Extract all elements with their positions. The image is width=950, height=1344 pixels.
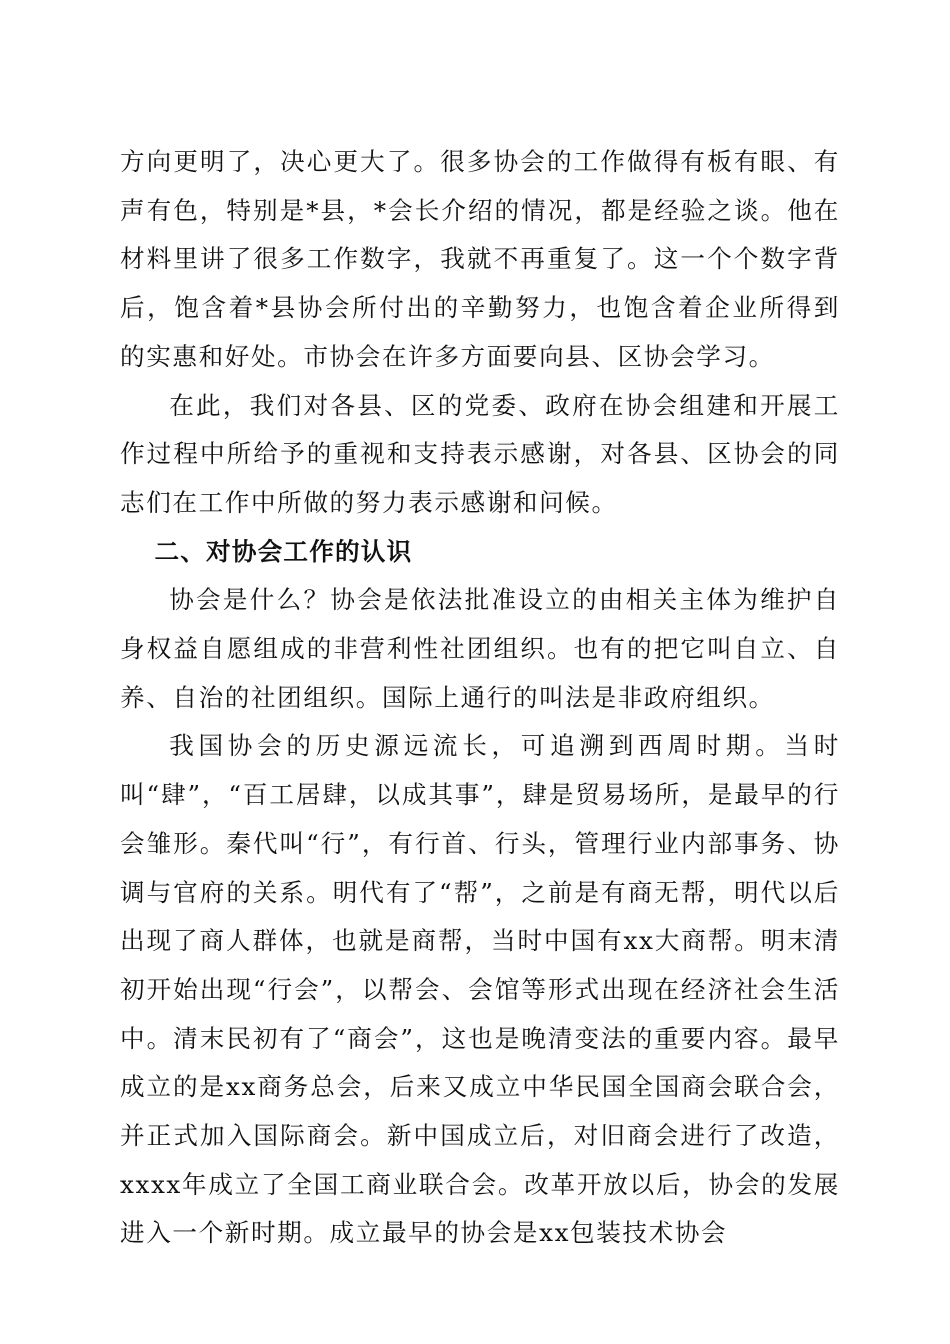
body-paragraph-1: 方向更明了，决心更大了。很多协会的工作做得有板有眼、有声有色，特别是*县，*会长介绍的情况，都是经验之谈。他在材料里讲了很多工作数字，我就不再重复了。这一个个数字背后，饱含着*县协会所付出的辛勤努力，也饱含着企业所得到的实惠和好处。市协会在许多方面要向县、区协会学习。 xyxy=(120,147,840,371)
body-paragraph-4: 我国协会的历史源远流长，可追溯到西周时期。当时叫“肆”，“百工居肆，以成其事”，肆是贸易场所，是最早的行会雏形。秦代叫“行”，有行首、行头，管理行业内部事务、协调与官府的关系。明代有了“帮”，之前是有商无帮，明代以后出现了商人群体，也就是商帮，当时中国有xx大商帮。明末清初开始出现“行会”，以帮会、会馆等形式出现在经济社会生活中。清末民初有了“商会”，这也是晚清变法的重要内容。最早成立的是xx商务总会，后来又成立中华民国全国商会联合会，并正式加入国际商会。新中国成立后，对旧商会进行了改造，xxxx年成立了全国工商业联合会。改革开放以后，协会的发展进入一个新时期。成立最早的协会是xx包装技术协会 xyxy=(120,731,840,1248)
body-paragraph-2: 在此，我们对各县、区的党委、政府在协会组建和开展工作过程中所给予的重视和支持表示感谢，对各县、区协会的同志们在工作中所做的努力表示感谢和问候。 xyxy=(120,390,840,517)
document-body xyxy=(120,138,840,1258)
section-heading: 二、对协会工作的认识 xyxy=(154,536,413,566)
body-paragraph-3: 协会是什么？协会是依法批准设立的由相关主体为维护自身权益自愿组成的非营利性社团组织。也有的把它叫自立、自养、自治的社团组织。国际上通行的叫法是非政府组织。 xyxy=(120,585,840,712)
